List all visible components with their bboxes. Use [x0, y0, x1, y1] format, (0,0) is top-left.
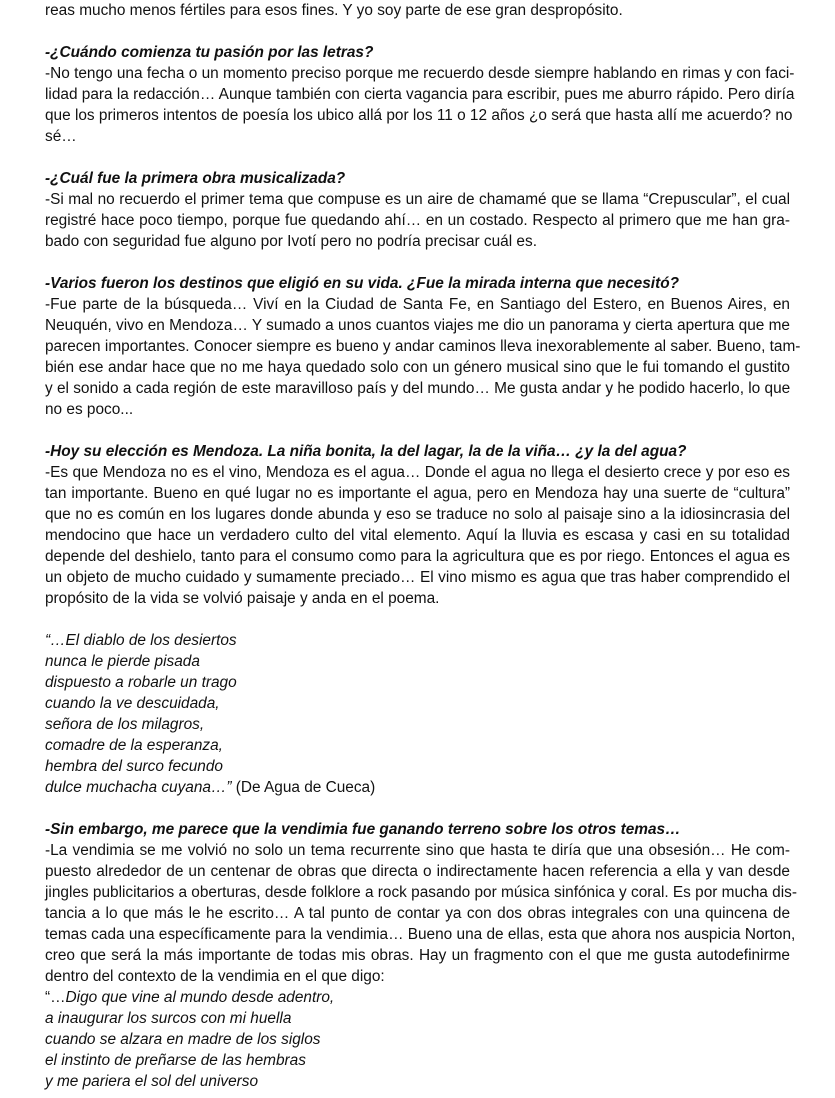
paragraph-line: que no es común en los lugares donde abunda y eso se traduce no solo al paisaje sino a la idiosincrasia del: [45, 506, 790, 523]
paragraph-line: puesto alrededor de un centenar de obras que directa o indirectamente hacen referencia a ella y van desde: [45, 863, 790, 880]
poem-verse: el instinto de preñarse de las hembras: [45, 1052, 306, 1069]
paragraph-line: parecen importantes. Conocer siempre es bueno y andar caminos lleva inexorablemente al saber. Bueno, tam-: [45, 338, 801, 355]
poem-verse: hembra del surco fecundo: [45, 758, 223, 775]
paragraph-line: mendocino que hace un verdadero culto del vital elemento. Aquí la lluvia es escasa y casi en su totalidad: [45, 527, 790, 544]
paragraph-line: tan importante. Bueno en qué lugar no es importante el agua, pero en Mendoza hay una suerte de “cultura”: [45, 485, 790, 502]
paragraph-line: -Si mal no recuerdo el primer tema que compuse es un aire de chamamé que se llama “Crepuscular”, el cual: [45, 191, 790, 208]
poem-verse-opening: [45, 987, 790, 1008]
poem-verse: dulce muchacha cuyana…”: [45, 779, 232, 796]
poem-verse: dispuesto a robarle un trago: [45, 674, 237, 691]
poem-source: (De Agua de Cueca): [231, 779, 376, 796]
paragraph-line: reas mucho menos fértiles para esos fines. Y yo soy parte de ese gran despropósito.: [45, 2, 623, 19]
interview-question: -Sin embargo, me parece que la vendimia fue ganando terreno sobre los otros temas…: [45, 821, 681, 838]
poem-verse: cuando la ve descuidada,: [45, 695, 220, 712]
poem-verse: y me pariera el sol del universo: [45, 1073, 259, 1090]
paragraph-line: -Es que Mendoza no es el vino, Mendoza es el agua… Donde el agua no llega el desierto crece y por eso es: [45, 464, 790, 481]
poem-verse: “…El diablo de los desiertos: [45, 632, 237, 649]
poem-verse: comadre de la esperanza,: [45, 737, 223, 754]
paragraph-line: jingles publicitarios a oberturas, desde folklore a rock pasando por música sinfónica y coral. Es por mucha dis-: [45, 884, 797, 901]
paragraph-line: temas cada una específicamente para la vendimia… Bueno una de ellas, esta que ahora nos auspicia Norton,: [45, 926, 796, 943]
paragraph-line: Neuquén, vivo en Mendoza… Y sumado a unos cuantos viajes me dio un panorama y cierta apertura que me: [45, 317, 790, 334]
paragraph-line: y el sonido a cada región de este maravilloso país y del mundo… Me gusta andar y he podido hacerlo, lo que: [45, 380, 791, 397]
paragraph-line: depende del deshielo, tanto para el consumo como para la agricultura que es por riego. Entonces el agua es: [45, 548, 790, 565]
poem-verse-with-source: [45, 777, 790, 798]
paragraph-line: un objeto de mucho cuidado y sumamente preciado… El vino mismo es agua que tras haber comprendido el: [45, 569, 790, 586]
poem-verse: cuando se alzara en madre de los siglos: [45, 1031, 321, 1048]
poem-verse: a inaugurar los surcos con mi huella: [45, 1010, 292, 1027]
paragraph-line: bado con seguridad fue alguno por Ivotí pero no podría precisar cuál es.: [45, 233, 537, 250]
paragraph-line: -Fue parte de la búsqueda… Viví en la Ciudad de Santa Fe, en Santiago del Estero, en Buenos Aires, en: [45, 296, 790, 313]
opening-quote: “…: [45, 989, 66, 1006]
poem-verse: Digo que vine al mundo desde adentro,: [65, 989, 335, 1006]
interview-question: -¿Cuál fue la primera obra musicalizada?: [45, 170, 346, 187]
paragraph-line: sé…: [45, 128, 77, 145]
paragraph-line: propósito de la vida se volvió paisaje y anda en el poema.: [45, 590, 440, 607]
paragraph-line: creo que será la más importante de todas mis obras. Hay un fragmento con el que me gusta autodefinirme: [45, 947, 790, 964]
paragraph-line: -La vendimia se me volvió no solo un tema recurrente sino que hasta te diría que una obsesión… He com-: [45, 842, 790, 859]
paragraph-line: que los primeros intentos de poesía los ubico allá por los 11 o 12 años ¿o será que hasta allí me acuerdo? no: [45, 107, 793, 124]
interview-question: -Varios fueron los destinos que eligió en su vida. ¿Fue la mirada interna que necesitó?: [45, 275, 679, 292]
paragraph-line: registré hace poco tiempo, porque fue quedando ahí… en un costado. Respecto al primero que me han gra-: [45, 212, 790, 229]
paragraph-line: lidad para la redacción… Aunque también con cierta vagancia para escribir, pues me aburro rápido. Pero diría: [45, 86, 795, 103]
interview-question: -¿Cuándo comienza tu pasión por las letras?: [45, 44, 374, 61]
paragraph-line: tancia a lo que más le he escrito… A tal punto de contar ya con dos obras integrales con una quincena de: [45, 905, 790, 922]
paragraph-line: no es poco...: [45, 401, 134, 418]
paragraph-line: dentro del contexto de la vendimia en el que digo:: [45, 968, 385, 985]
paragraph-line: bién ese andar hace que no me haya quedado solo con un género musical sino que le fui tomando el gustito: [45, 359, 790, 376]
poem-verse: señora de los milagros,: [45, 716, 205, 733]
poem-verse: nunca le pierde pisada: [45, 653, 200, 670]
interview-question: -Hoy su elección es Mendoza. La niña bonita, la del lagar, la de la viña… ¿y la del agua?: [45, 443, 687, 460]
paragraph-line: -No tengo una fecha o un momento preciso porque me recuerdo desde siempre hablando en rimas y con faci-: [45, 65, 795, 82]
